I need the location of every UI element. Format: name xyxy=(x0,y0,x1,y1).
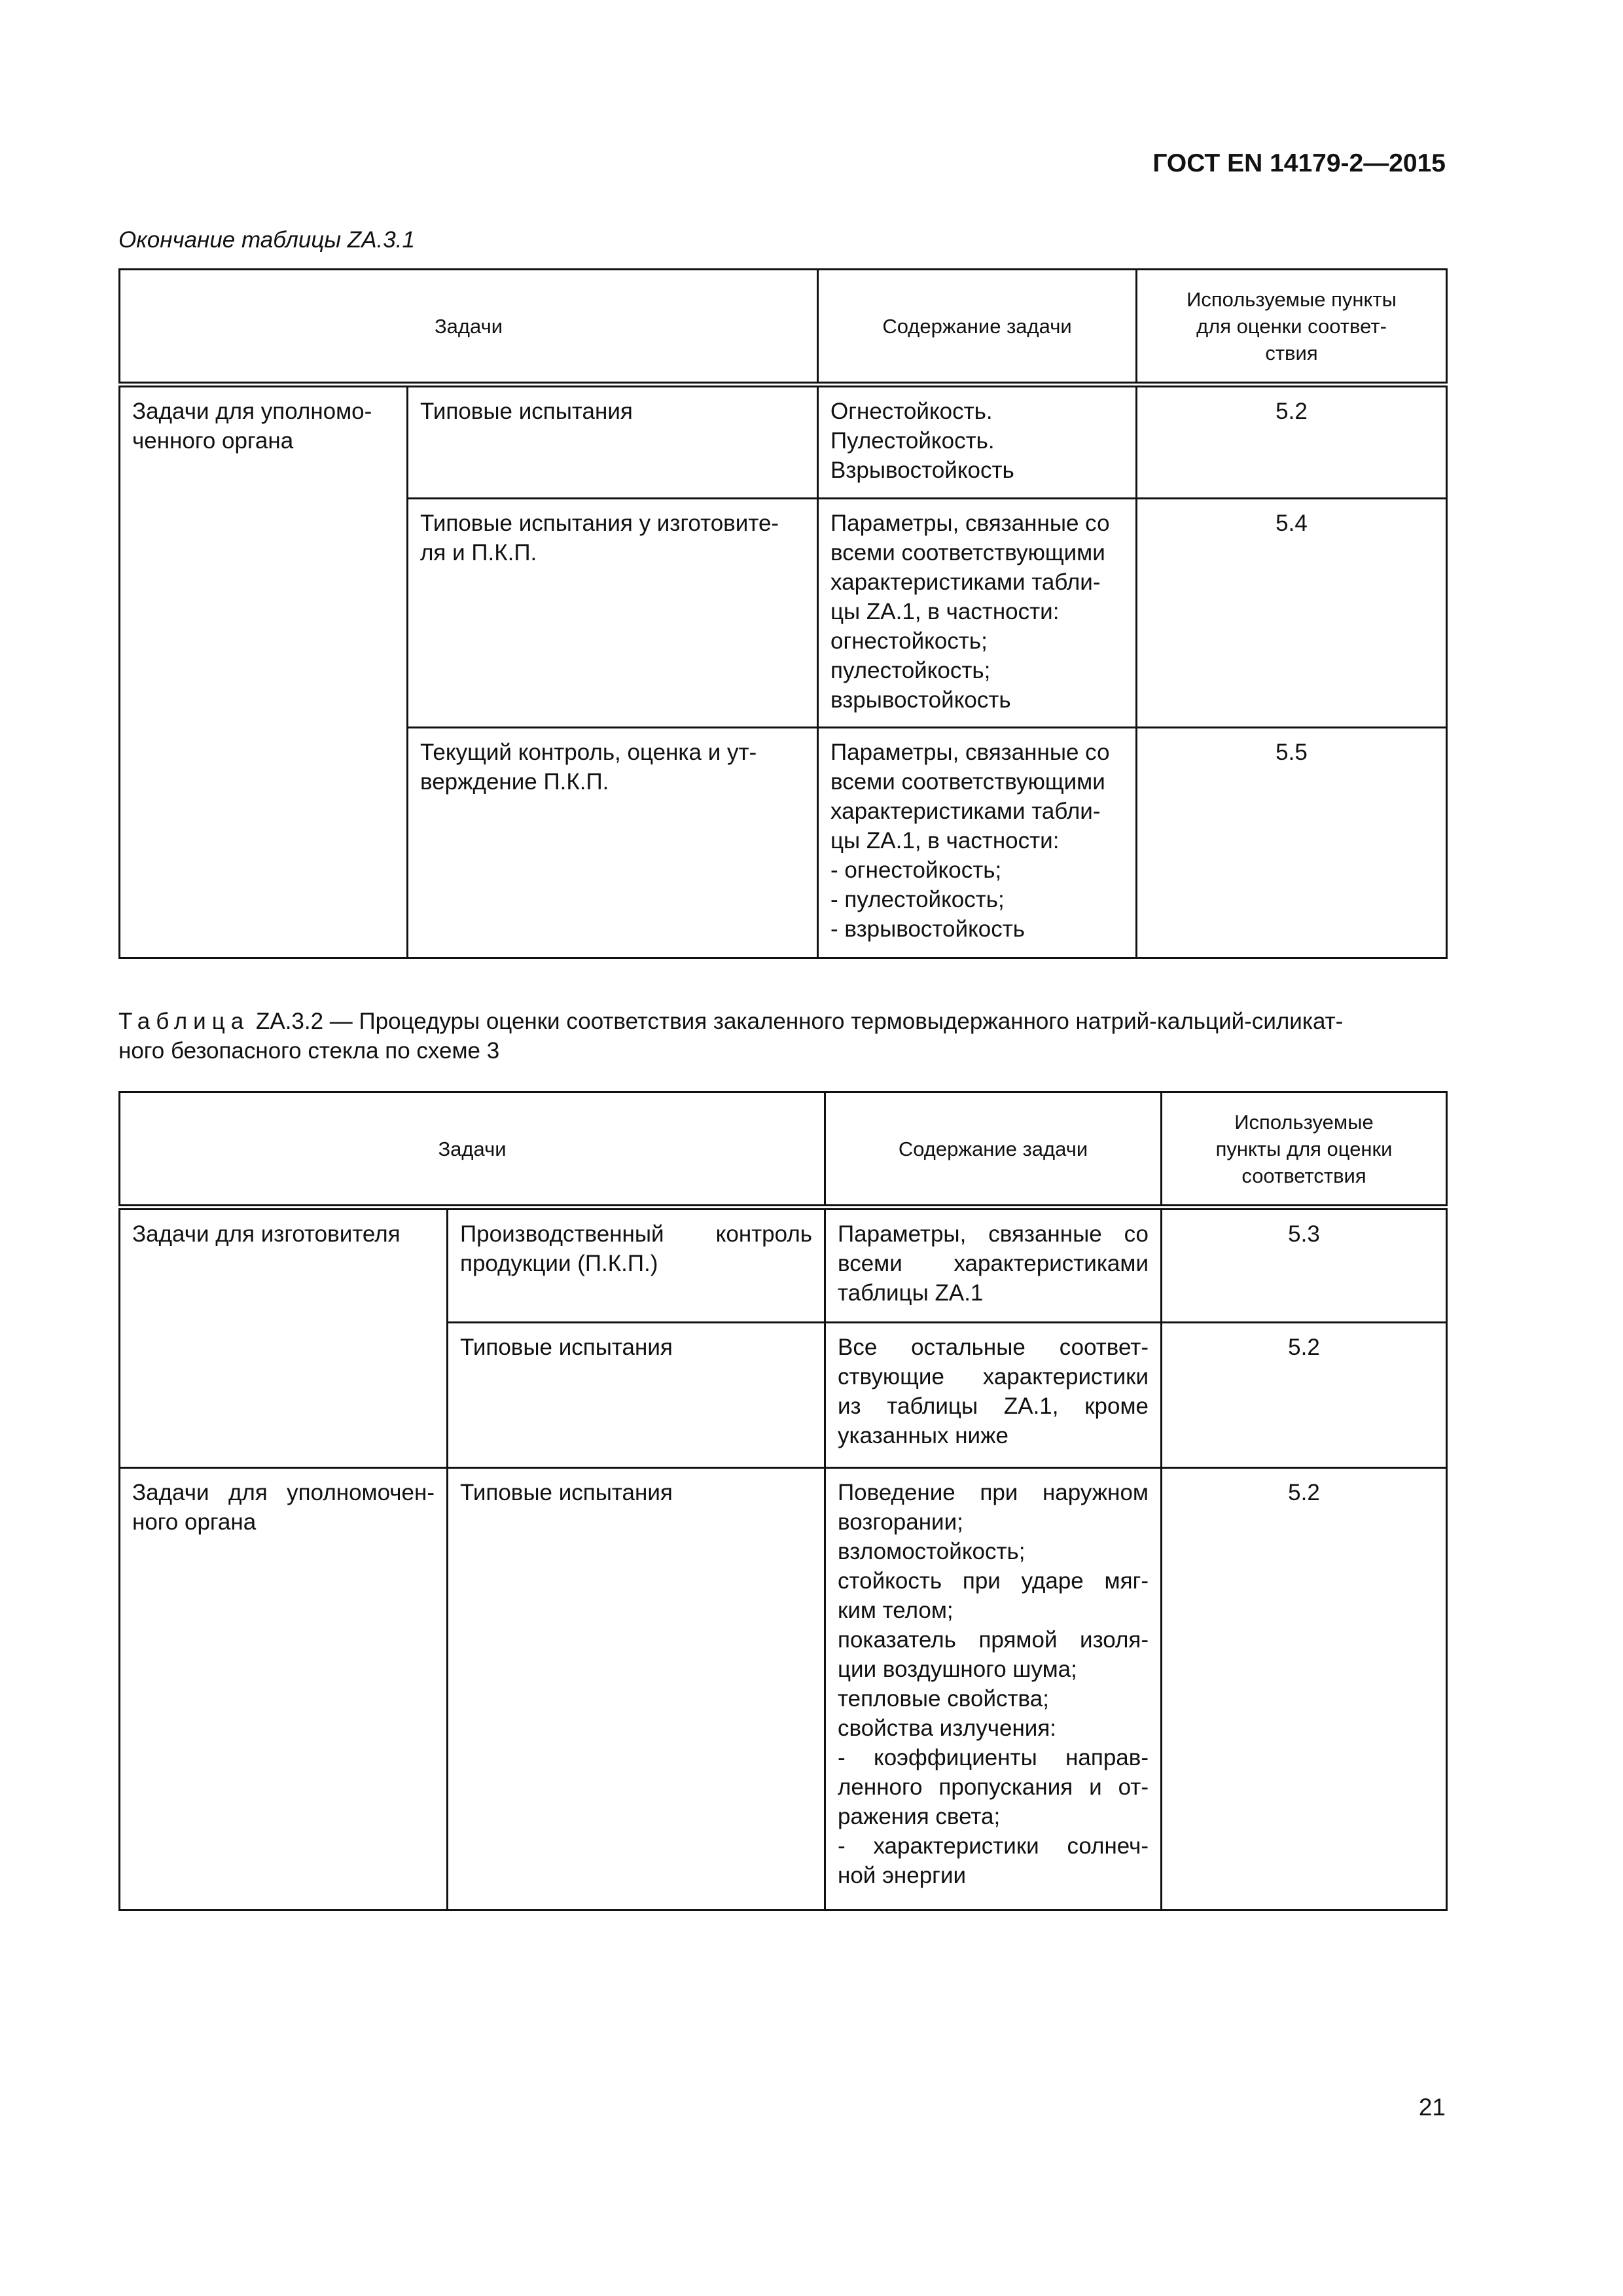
task-line: Типовые испытания xyxy=(460,1335,673,1360)
content-line: Поведение при наружном xyxy=(838,1480,1149,1505)
task-line: Типовые испытания у изготовите- xyxy=(420,511,779,536)
content-line: пулестойкость; xyxy=(830,658,991,683)
content-cell xyxy=(818,385,1137,499)
content-line: Параметры, связанные со xyxy=(838,1221,1149,1247)
task-line: верждение П.К.П. xyxy=(420,769,609,795)
content-line: свойства излучения: xyxy=(838,1715,1057,1741)
content-cell xyxy=(825,1468,1162,1910)
table-za-3-2 xyxy=(118,1091,1448,1911)
content-line: Параметры, связанные со xyxy=(830,740,1110,765)
header-tasks: Задачи xyxy=(120,270,818,385)
clause-cell: 5.2 xyxy=(1162,1323,1447,1468)
caption-table-word: Таблица xyxy=(118,1009,250,1034)
task-cell xyxy=(448,1208,825,1323)
content-cell xyxy=(818,728,1137,958)
caption-title: ZA.3.2 — Процедуры оценки соответствия закаленного термовыдержанного натрий-кальций-силикат- xyxy=(255,1009,1344,1034)
table-row xyxy=(120,385,1447,499)
task-group-cell xyxy=(120,1208,448,1468)
content-line: стойкость при ударе мяг- xyxy=(838,1568,1149,1594)
task-cell xyxy=(448,1468,825,1910)
header-clauses-line: соответствия xyxy=(1241,1164,1366,1187)
header-clauses xyxy=(1162,1092,1447,1208)
header-clauses-line: пункты для оценки xyxy=(1215,1137,1393,1160)
clause-cell: 5.2 xyxy=(1137,385,1447,499)
task-group-line: Задачи для изготовителя xyxy=(132,1221,401,1247)
clause-cell: 5.5 xyxy=(1137,728,1447,958)
clause-cell: 5.4 xyxy=(1137,499,1447,728)
content-line: указанных ниже xyxy=(838,1423,1008,1448)
content-line: возгорании; xyxy=(838,1509,963,1535)
task-group-cell xyxy=(120,1468,448,1910)
header-clauses-line: ствия xyxy=(1265,341,1318,365)
content-line: ции воздушного шума; xyxy=(838,1657,1077,1682)
content-line: ким телом; xyxy=(838,1598,954,1623)
content-line: характеристиками табли- xyxy=(830,569,1101,595)
content-line: характеристиками табли- xyxy=(830,798,1101,824)
content-line: Огнестойкость. xyxy=(830,399,993,424)
content-line: ной энергии xyxy=(838,1863,967,1888)
task-line: Типовые испытания xyxy=(420,399,633,424)
content-line: - коэффициенты направ- xyxy=(838,1745,1149,1770)
header-content: Содержание задачи xyxy=(818,270,1137,385)
table-row xyxy=(120,1468,1447,1910)
content-cell xyxy=(825,1208,1162,1323)
task-line: Текущий контроль, оценка и ут- xyxy=(420,740,757,765)
table-continuation-label: Окончание таблицы ZA.3.1 xyxy=(118,227,415,253)
content-line: Все остальные соответ- xyxy=(838,1335,1149,1360)
content-line: огнестойкость; xyxy=(830,628,988,654)
page-number: 21 xyxy=(1418,2094,1446,2121)
content-line: таблицы ZA.1 xyxy=(838,1280,984,1306)
content-line: Пулестойкость. xyxy=(830,428,995,454)
content-line: - пулестойкость; xyxy=(830,887,1005,912)
task-line: ля и П.К.П. xyxy=(420,540,537,565)
task-group-line: Задачи для уполномо- xyxy=(132,399,372,424)
table-za-3-1 xyxy=(118,268,1448,959)
task-group-line: ченного органа xyxy=(132,428,294,454)
task-line: Типовые испытания xyxy=(460,1480,673,1505)
task-cell xyxy=(408,728,818,958)
task-line: Производственный контроль xyxy=(460,1221,812,1247)
task-group-line: ного органа xyxy=(132,1509,257,1535)
content-line: взломостойкость; xyxy=(838,1539,1026,1564)
content-line: - взрывостойкость xyxy=(830,916,1026,942)
content-line: ствующие характеристики xyxy=(838,1364,1149,1390)
task-line: продукции (П.К.П.) xyxy=(460,1251,658,1276)
task-cell xyxy=(448,1323,825,1468)
content-line: - характеристики солнеч- xyxy=(838,1833,1149,1859)
content-line: цы ZA.1, в частности: xyxy=(830,828,1060,853)
content-line: из таблицы ZA.1, кроме xyxy=(838,1393,1149,1419)
table-header-row xyxy=(120,1092,1447,1208)
header-clauses xyxy=(1137,270,1447,385)
task-cell xyxy=(408,499,818,728)
header-clauses-line: Используемые пункты xyxy=(1186,287,1397,311)
content-line: тепловые свойства; xyxy=(838,1686,1049,1712)
header-tasks: Задачи xyxy=(120,1092,825,1208)
task-group-cell xyxy=(120,385,408,958)
content-line: показатель прямой изоля- xyxy=(838,1627,1149,1653)
table-header-row xyxy=(120,270,1447,385)
header-clauses-line: для оценки соответ- xyxy=(1196,314,1387,338)
content-line: Параметры, связанные со xyxy=(830,511,1110,536)
content-line: всеми соответствующими xyxy=(830,540,1105,565)
table-row xyxy=(120,1208,1447,1323)
content-line: взрывостойкость xyxy=(830,687,1011,713)
content-line: - огнестойкость; xyxy=(830,857,1002,883)
clause-cell: 5.2 xyxy=(1162,1468,1447,1910)
header-content: Содержание задачи xyxy=(825,1092,1162,1208)
header-clauses-line: Используемые xyxy=(1234,1110,1374,1134)
content-cell xyxy=(825,1323,1162,1468)
content-line: цы ZA.1, в частности: xyxy=(830,599,1060,624)
content-line: всеми соответствующими xyxy=(830,769,1105,795)
task-cell xyxy=(408,385,818,499)
content-line: всеми характеристиками xyxy=(838,1251,1149,1276)
clause-cell: 5.3 xyxy=(1162,1208,1447,1323)
table-caption xyxy=(118,1007,1446,1066)
content-line: Взрывостойкость xyxy=(830,457,1014,483)
content-line: ленного пропускания и от- xyxy=(838,1774,1149,1800)
task-group-line: Задачи для уполномочен- xyxy=(132,1480,435,1505)
document-standard-number: ГОСТ EN 14179-2—2015 xyxy=(1152,149,1446,177)
content-line: ражения света; xyxy=(838,1804,1001,1829)
caption-line: ного безопасного стекла по схеме 3 xyxy=(118,1038,500,1064)
content-cell xyxy=(818,499,1137,728)
caption-line xyxy=(118,1007,1446,1036)
